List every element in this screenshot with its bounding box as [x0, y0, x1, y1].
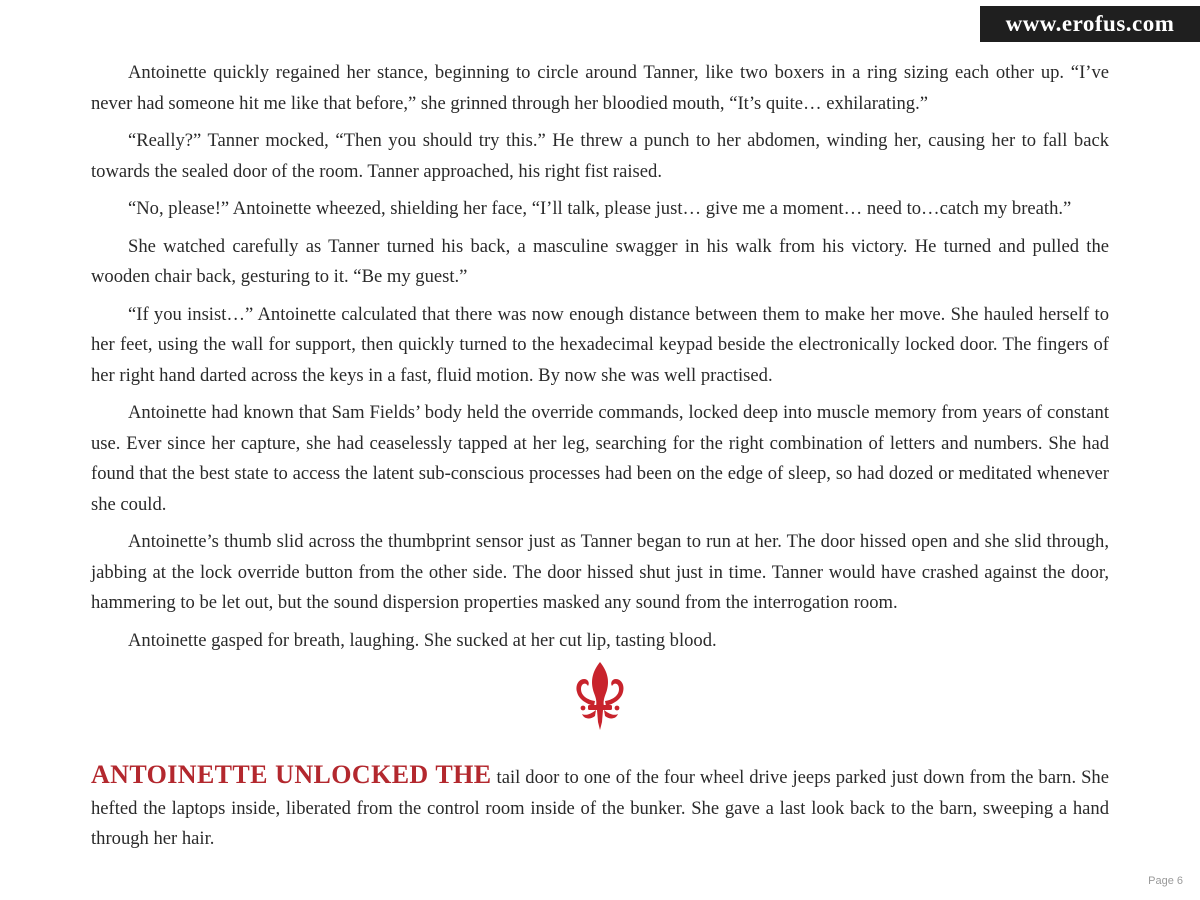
paragraph: “Really?” Tanner mocked, “Then you should try this.” He threw a punch to her abdomen, winding her, causing her to fall back towards the sealed door of the room. Tanner approached, his right fist raised.: [91, 130, 1109, 182]
section-paragraph: [91, 760, 1109, 855]
paragraph: Antoinette’s thumb slid across the thumbprint sensor just as Tanner began to run at her. The door hissed open and she slid through, jabbing at the lock override button from the other side. The door hissed shut just in time. Tanner would have crashed against the door, hammering to be let out, but the sound dispersion properties masked any sound from the interrogation room.: [91, 531, 1109, 613]
section-lead-in: ANTOINETTE UNLOCKED THE: [91, 760, 492, 789]
paragraph: Antoinette quickly regained her stance, beginning to circle around Tanner, like two boxers in a ring sizing each other up. “I’ve never had someone hit me like that before,” she grinned through her bloodied mouth, “It’s quite… exhilarating.”: [91, 62, 1109, 114]
new-section: [91, 760, 1109, 855]
fleur-de-lis-icon: [569, 660, 631, 732]
paragraph: Antoinette had known that Sam Fields’ body held the override commands, locked deep into muscle memory from years of constant use. Ever since her capture, she had ceaselessly tapped at her leg, searching for the right combination of letters and numbers. She had found that the best state to access the latent sub-conscious processes had been on the edge of sleep, so had dozed or meditated whenever she could.: [91, 402, 1109, 515]
paragraph: Antoinette gasped for breath, laughing. She sucked at her cut lip, tasting blood.: [128, 629, 717, 651]
site-watermark: www.erofus.com: [980, 6, 1200, 42]
story-text: [91, 58, 1109, 663]
section-text: tail door to one of the four wheel drive jeeps parked just down from the barn. She hefted the laptops inside, liberated from the control room inside of the bunker. She gave a last look back to the barn, sweeping a hand through her hair.: [91, 767, 1109, 849]
paragraph: “If you insist…” Antoinette calculated that there was now enough distance between them to make her move. She hauled herself to her feet, using the wall for support, then quickly turned to the hexadecimal keypad beside the electronically locked door. The fingers of her right hand darted across the keys in a fast, fluid motion. By now she was well practised.: [91, 303, 1109, 386]
paragraph: She watched carefully as Tanner turned his back, a masculine swagger in his walk from his victory. He turned and pulled the wooden chair back, gesturing to it. “Be my guest.”: [91, 235, 1109, 287]
paragraph: “No, please!” Antoinette wheezed, shielding her face, “I’ll talk, please just… give me a moment… need to…catch my breath.”: [128, 198, 1072, 219]
page-number: Page 6: [1148, 875, 1183, 887]
